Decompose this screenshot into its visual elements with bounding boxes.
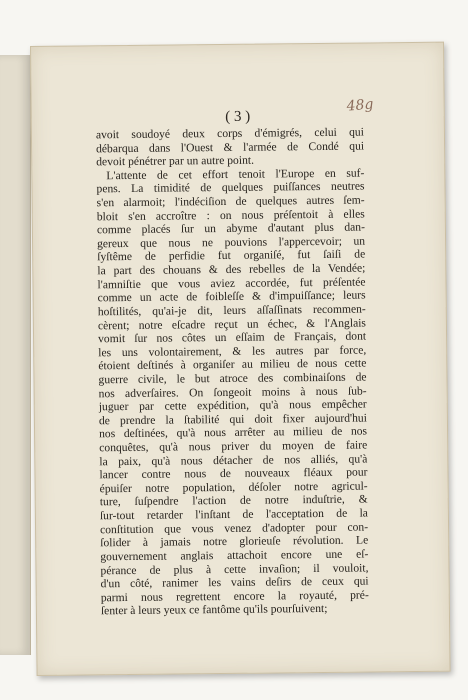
text-line: conſtitution que vous venez d'adopter pour con-: [99, 520, 369, 536]
text-line: nos adverſaires. On ſongeoit moins à nous ſub-: [98, 384, 367, 400]
handwritten-folio: 48g: [346, 96, 375, 115]
text-line: vomit ſur nos côtes un eſſaim de Français, dont: [98, 329, 367, 346]
text-line: gouvernement anglais attachoit encore une eſ-: [100, 547, 369, 564]
text-line: lancer contre nous de nouveaux fléaux pour: [99, 465, 368, 482]
text-line: ture, ſuſpendre l'action de notre induſtrie, &: [99, 492, 368, 509]
text-line: avoit soudoyé deux corps d'émigrés, celui qui: [95, 125, 364, 142]
text-line: juguer par cette expédition, qu'à nous empêcher: [98, 397, 367, 414]
text-line: débarqua dans l'Ouest & l'armée de Condé qui: [96, 139, 365, 155]
text-line: hoſtilités, qu'ai-je dit, leurs aſſaſſinats recommen-: [97, 302, 366, 319]
book-page: [30, 42, 451, 676]
text-line: de prendre la ſtabilité qui doit fixer aujourd'hui: [98, 411, 367, 428]
text-line: épuiſer notre population, déſoler notre agricul-: [99, 479, 368, 496]
text-line: devoit pénétrer par un autre point.: [96, 153, 255, 169]
text-line: l'amniſtie que vous aviez accordée, fut préſentée: [97, 275, 366, 292]
text-line: cèrent; notre eſcadre reçut un échec, & l'Anglais: [97, 316, 366, 332]
text-line: pérance de plus à cette invaſion; il vouloit,: [100, 560, 369, 577]
text-line: s'en alarmoit; l'indéciſion de quelques autres ſem-: [96, 193, 365, 210]
adjacent-page-edge: [0, 55, 31, 655]
text-line: parmi nous regrettent encore la royauté, pré-: [100, 588, 369, 605]
text-line: guerre civile, le but atroce des combinaiſons de: [98, 370, 367, 387]
text-line: étoient deſtinés à organiſer au milieu de nous cette: [98, 356, 367, 373]
text-line: la part des chouans & des rebelles de la Vendée;: [97, 261, 366, 278]
text-line: conquêtes, qu'à nous priver du moyen de faire: [99, 438, 368, 455]
text-line: la paix, qu'à nous détacher de nos alliés, qu'à: [99, 452, 368, 468]
text-line: comme placés ſur un abyme d'autant plus dan-: [96, 220, 365, 237]
text-line: les uns volontairement, & les autres par force,: [98, 343, 367, 360]
text-line: L'attente de cet effort tenoit l'Europe en suf-: [106, 166, 365, 183]
page-number: ( 3 ): [225, 108, 251, 125]
text-line: d'un côté, ranimer les vains deſirs de ceux qui: [100, 574, 369, 591]
text-line: ſolider à jamais notre glorieuſe révolution. Le: [100, 533, 369, 550]
text-line: ſenter à leurs yeux ce fantôme qu'ils pourſuivent;: [100, 602, 328, 618]
text-line: ſur-tout retarder l'inſtant de l'acceptation de la: [99, 506, 368, 523]
text-line: gereux que nous ne pouvions l'appercevoir; un: [97, 234, 366, 251]
text-line: comme un acte de foibleſſe & d'impuiſſance; leurs: [97, 288, 366, 305]
text-line: pens. La timidité de quelques puiſſances neutres: [96, 179, 365, 196]
text-line: ſyſtême de perfidie fut organiſé, fut ſaiſi de: [97, 247, 366, 264]
body-text: [96, 126, 369, 619]
text-line: bloit s'en accroître : on nous préſentoit à elles: [96, 207, 365, 223]
text-line: nos deſtinées, qu'à nous arrêter au milieu de nos: [99, 424, 368, 441]
